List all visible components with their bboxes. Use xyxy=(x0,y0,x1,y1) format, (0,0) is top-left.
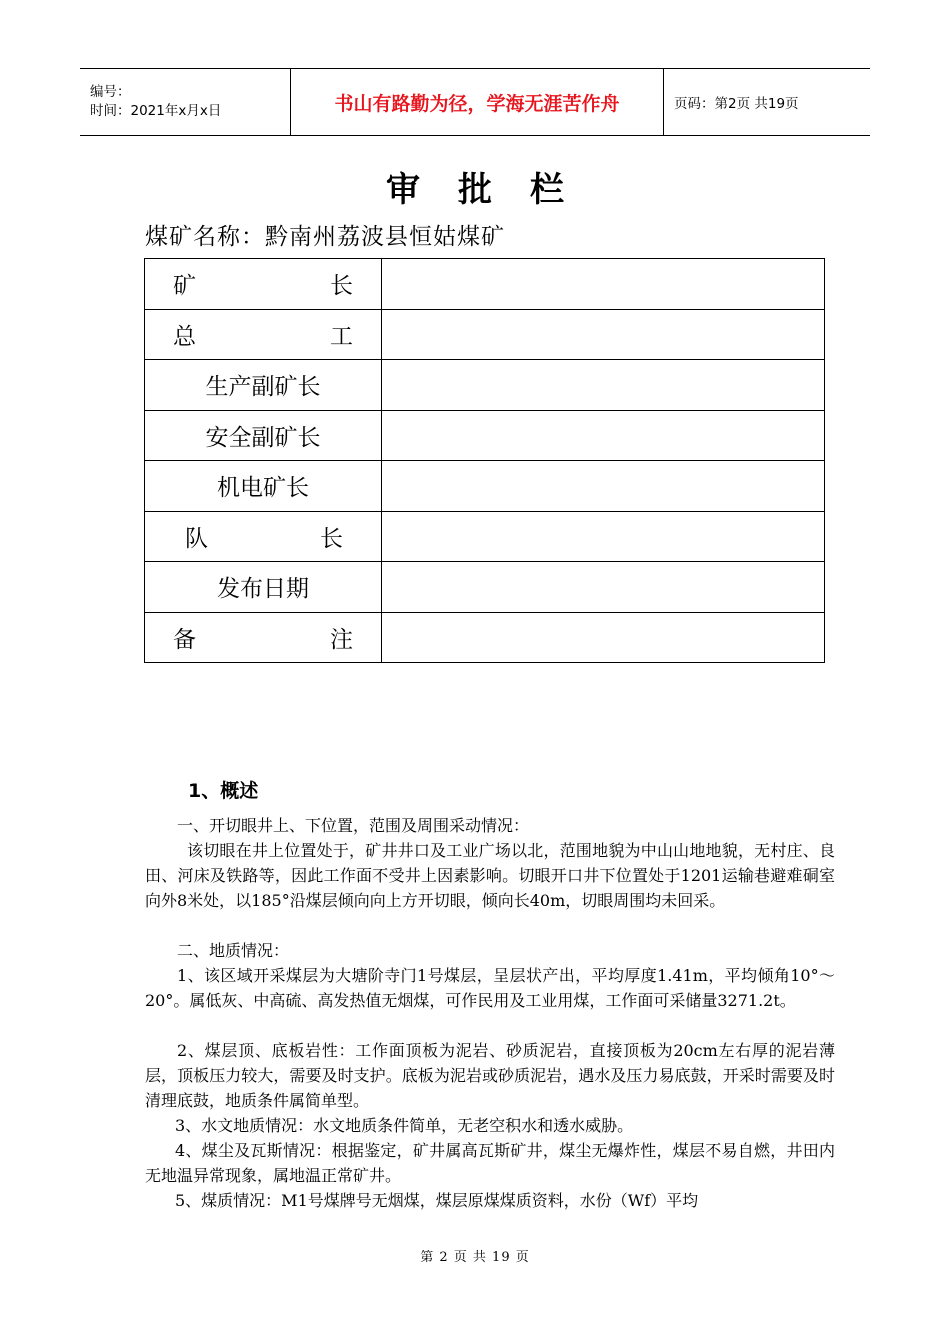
row-value[interactable] xyxy=(382,562,825,613)
page-title: 审批栏 xyxy=(386,170,602,210)
paragraph: 二、地质情况： xyxy=(177,941,290,960)
row-value[interactable] xyxy=(382,612,825,663)
label-char: 矿 xyxy=(173,273,196,300)
label-text: 生产副矿长 xyxy=(205,374,321,401)
row-value[interactable] xyxy=(382,461,825,512)
paragraph: 3、水文地质情况：水文地质条件简单，无老空积水和透水威胁。 xyxy=(175,1116,634,1135)
paragraph: 4、煤尘及瓦斯情况：根据鉴定，矿井属高瓦斯矿井，煤尘无爆炸性，煤层不易自燃，井田内无地温异常现象，属地温正常矿井。 xyxy=(145,1141,835,1185)
row-label xyxy=(145,612,382,663)
label-spread xyxy=(173,267,353,300)
mine-name: 煤矿名称：黔南州荔波县恒姑煤矿 xyxy=(145,224,505,250)
time-label: 时间：2021年x月x日 xyxy=(90,103,222,119)
table-row xyxy=(145,259,825,310)
paragraph: 2、煤层顶、底板岩性：工作面顶板为泥岩、砂质泥岩，直接顶板为20cm左右厚的泥岩薄层，顶板压力较大，需要及时支护。底板为泥岩或砂质泥岩，遇水及压力易底鼓，开采时需要及时清理底鼓，地质条件属简单型。 xyxy=(145,1041,835,1110)
header-page-label: 页码：第2页 共19页 xyxy=(664,69,871,136)
row-value[interactable] xyxy=(382,259,825,310)
label-char: 注 xyxy=(330,626,353,653)
label-char: 长 xyxy=(320,525,343,552)
row-label xyxy=(145,360,382,411)
label-spread xyxy=(173,520,353,553)
table-row xyxy=(145,562,825,613)
row-label xyxy=(145,410,382,461)
label-text: 机电矿长 xyxy=(217,475,309,502)
approval-table xyxy=(144,258,825,663)
header-meta xyxy=(80,69,291,136)
row-label xyxy=(145,309,382,360)
row-label xyxy=(145,562,382,613)
row-value[interactable] xyxy=(382,511,825,562)
label-spread xyxy=(173,318,353,351)
row-value[interactable] xyxy=(382,360,825,411)
label-spread xyxy=(173,621,353,654)
page-footer: 第 2 页 共 19 页 xyxy=(420,1250,530,1265)
label-char: 长 xyxy=(330,273,353,300)
table-row xyxy=(145,309,825,360)
paragraph: 5、煤质情况：M1号煤牌号无烟煤，煤层原煤煤质资料，水份（Wf）平均 xyxy=(175,1191,699,1210)
paragraph: 1、该区域开采煤层为大塘阶寺门1号煤层，呈层状产出，平均厚度1.41m，平均倾角10°～20°。属低灰、中高硫、高发热值无烟煤，可作民用及工业用煤，工作面可采储量3271.2t。 xyxy=(145,966,835,1010)
label-char: 工 xyxy=(330,323,353,350)
row-value[interactable] xyxy=(382,410,825,461)
row-value[interactable] xyxy=(382,309,825,360)
table-row xyxy=(145,511,825,562)
label-text: 发布日期 xyxy=(217,576,309,603)
label-char: 总 xyxy=(173,323,196,350)
paragraph: 该切眼在井上位置处于，矿井井口及工业广场以北，范围地貌为中山山地地貌，无村庄、良田、河床及铁路等，因此工作面不受井上因素影响。切眼开口井下位置处于1201运输巷避难硐室向外8米处，以185°沿煤层倾向向上方开切眼，倾向长40m，切眼周围均未回采。 xyxy=(145,841,835,910)
page-header xyxy=(80,68,870,136)
table-row xyxy=(145,612,825,663)
label-text: 安全副矿长 xyxy=(205,424,321,451)
row-label xyxy=(145,461,382,512)
table-row xyxy=(145,360,825,411)
section-title: 1、概述 xyxy=(188,780,259,802)
row-label xyxy=(145,511,382,562)
number-label: 编号： xyxy=(90,84,131,100)
paragraph: 一、开切眼井上、下位置，范围及周围采动情况： xyxy=(177,816,530,835)
table-row xyxy=(145,410,825,461)
table-row xyxy=(145,461,825,512)
label-char: 备 xyxy=(173,626,196,653)
header-motto: 书山有路勤为径，学海无涯苦作舟 xyxy=(291,69,664,136)
row-label xyxy=(145,259,382,310)
label-char: 队 xyxy=(185,525,208,552)
